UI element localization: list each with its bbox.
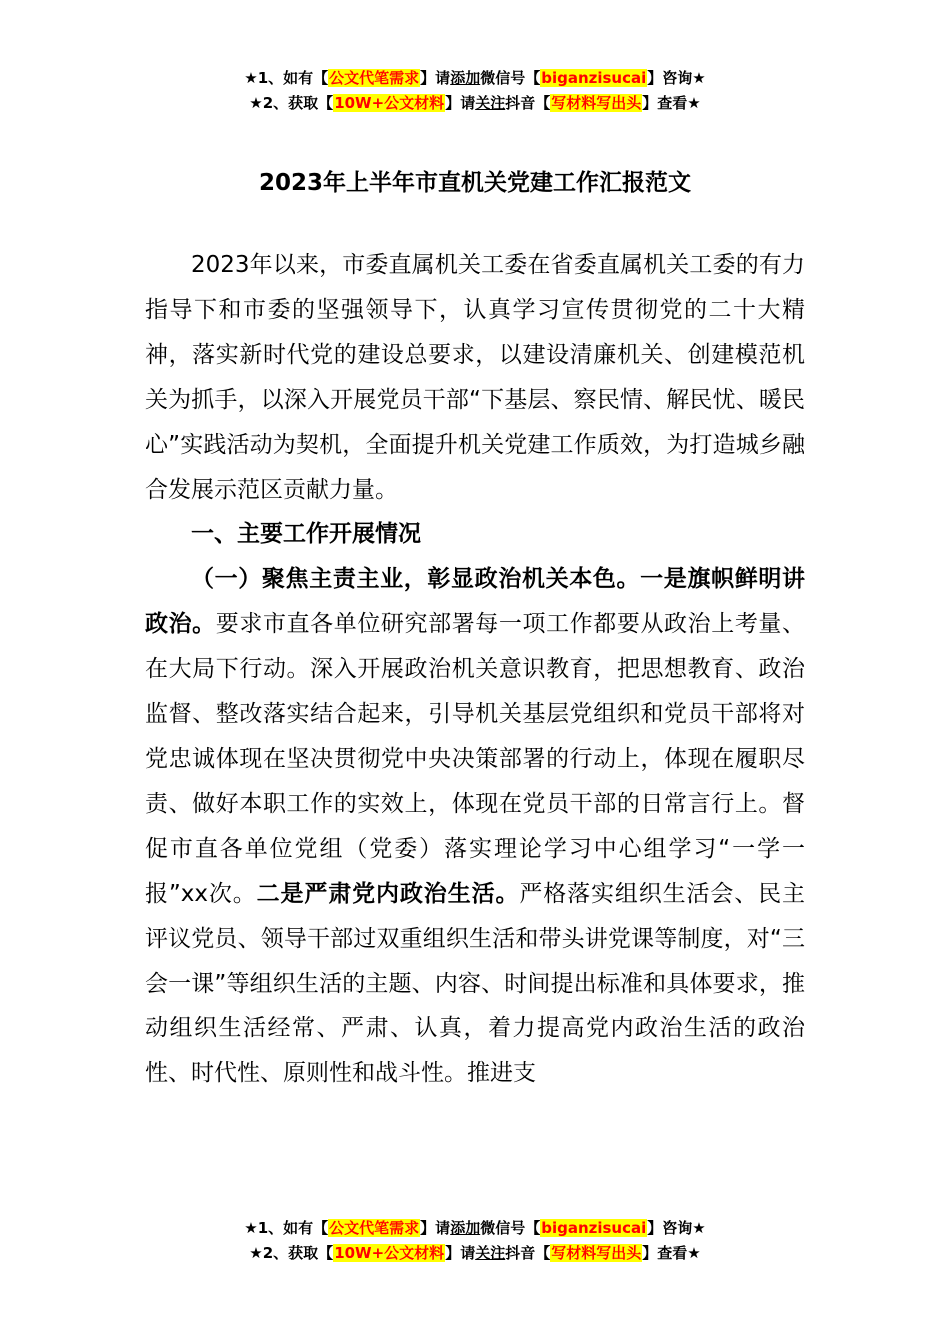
banner-text: 】咨询★ (647, 1219, 706, 1237)
banner-text: ★2、获取【 (249, 94, 334, 112)
section-heading: 一、主要工作开展情况 (191, 521, 421, 548)
banner-text: ★1、如有【 (244, 69, 329, 87)
banner-text: 抖音【 (505, 94, 551, 112)
bold-lead: （一）聚焦主责主业，彰显政治机关本色。一是旗帜鲜明讲政治。 (145, 566, 805, 638)
banner-text: 】请 (420, 69, 451, 87)
section-paragraph (145, 557, 805, 1096)
bottom-banner (0, 1216, 950, 1266)
banner-line-1 (0, 1216, 950, 1241)
banner-highlight: 写材料写出头 (551, 94, 642, 112)
banner-underlined-text: 关注 (475, 1244, 506, 1262)
document-body (145, 243, 805, 1096)
banner-text: 】查看★ (642, 1244, 701, 1262)
banner-line-2 (0, 91, 950, 116)
banner-highlight: 10W+公文材料 (334, 94, 445, 112)
banner-text: 】请 (420, 1219, 451, 1237)
banner-text: 】请 (445, 1244, 476, 1262)
banner-text: 微信号【 (480, 1219, 541, 1237)
banner-underlined-text: 添加 (450, 1219, 481, 1237)
banner-text: ★2、获取【 (249, 1244, 334, 1262)
banner-underlined-text: 关注 (475, 94, 506, 112)
bold-subheading: 二是严肃党内政治生活。 (256, 880, 520, 907)
banner-line-1 (0, 66, 950, 91)
banner-highlight: 公文代笔需求 (329, 69, 420, 87)
banner-highlight: 写材料写出头 (551, 1244, 642, 1262)
banner-highlight: 10W+公文材料 (334, 1244, 445, 1262)
banner-text: 抖音【 (505, 1244, 551, 1262)
document-title: 2023年上半年市直机关党建工作汇报范文 (258, 170, 691, 196)
paragraph-text: 严格落实组织生活会、民主评议党员、领导干部过双重组织生活和带头讲党课等制度，对“三会一课”等组织生活的主题、内容、时间提出标准和具体要求，推动组织生活经常、严肃、认真，着力提高党内政治生活的政治性、时代性、原则性和战斗性。推进支 (145, 880, 805, 1087)
banner-line-2 (0, 1241, 950, 1266)
banner-text: 】查看★ (642, 94, 701, 112)
banner-underlined-text: 添加 (450, 69, 481, 87)
banner-highlight: biganzisucai (541, 1219, 647, 1237)
banner-text: 微信号【 (480, 69, 541, 87)
paragraph-text: 要求市直各单位研究部署每一项工作都要从政治上考量、在大局下行动。深入开展政治机关意识教育，把思想教育、政治监督、整改落实结合起来，引导机关基层党组织和党员干部将对党忠诚体现在坚决贯彻党中央决策部署的行动上，体现在履职尽责、做好本职工作的实效上，体现在党员干部的日常言行上。督促市直各单位党组（党委）落实理论学习中心组学习“一学一报”xx次。 (145, 611, 806, 907)
intro-paragraph: 2023年以来，市委直属机关工委在省委直属机关工委的有力指导下和市委的坚强领导下，认真学习宣传贯彻党的二十大精神，落实新时代党的建设总要求，以建设清廉机关、创建模范机关为抓手，以深入开展党员干部“下基层、察民情、解民忧、暖民心”实践活动为契机，全面提升机关党建工作质效，为打造城乡融合发展示范区贡献力量。 (145, 252, 805, 503)
banner-text: 】请 (445, 94, 476, 112)
banner-text: ★1、如有【 (244, 1219, 329, 1237)
banner-highlight: biganzisucai (541, 69, 647, 87)
banner-highlight: 公文代笔需求 (329, 1219, 420, 1237)
banner-text: 】咨询★ (647, 69, 706, 87)
top-banner (0, 66, 950, 116)
